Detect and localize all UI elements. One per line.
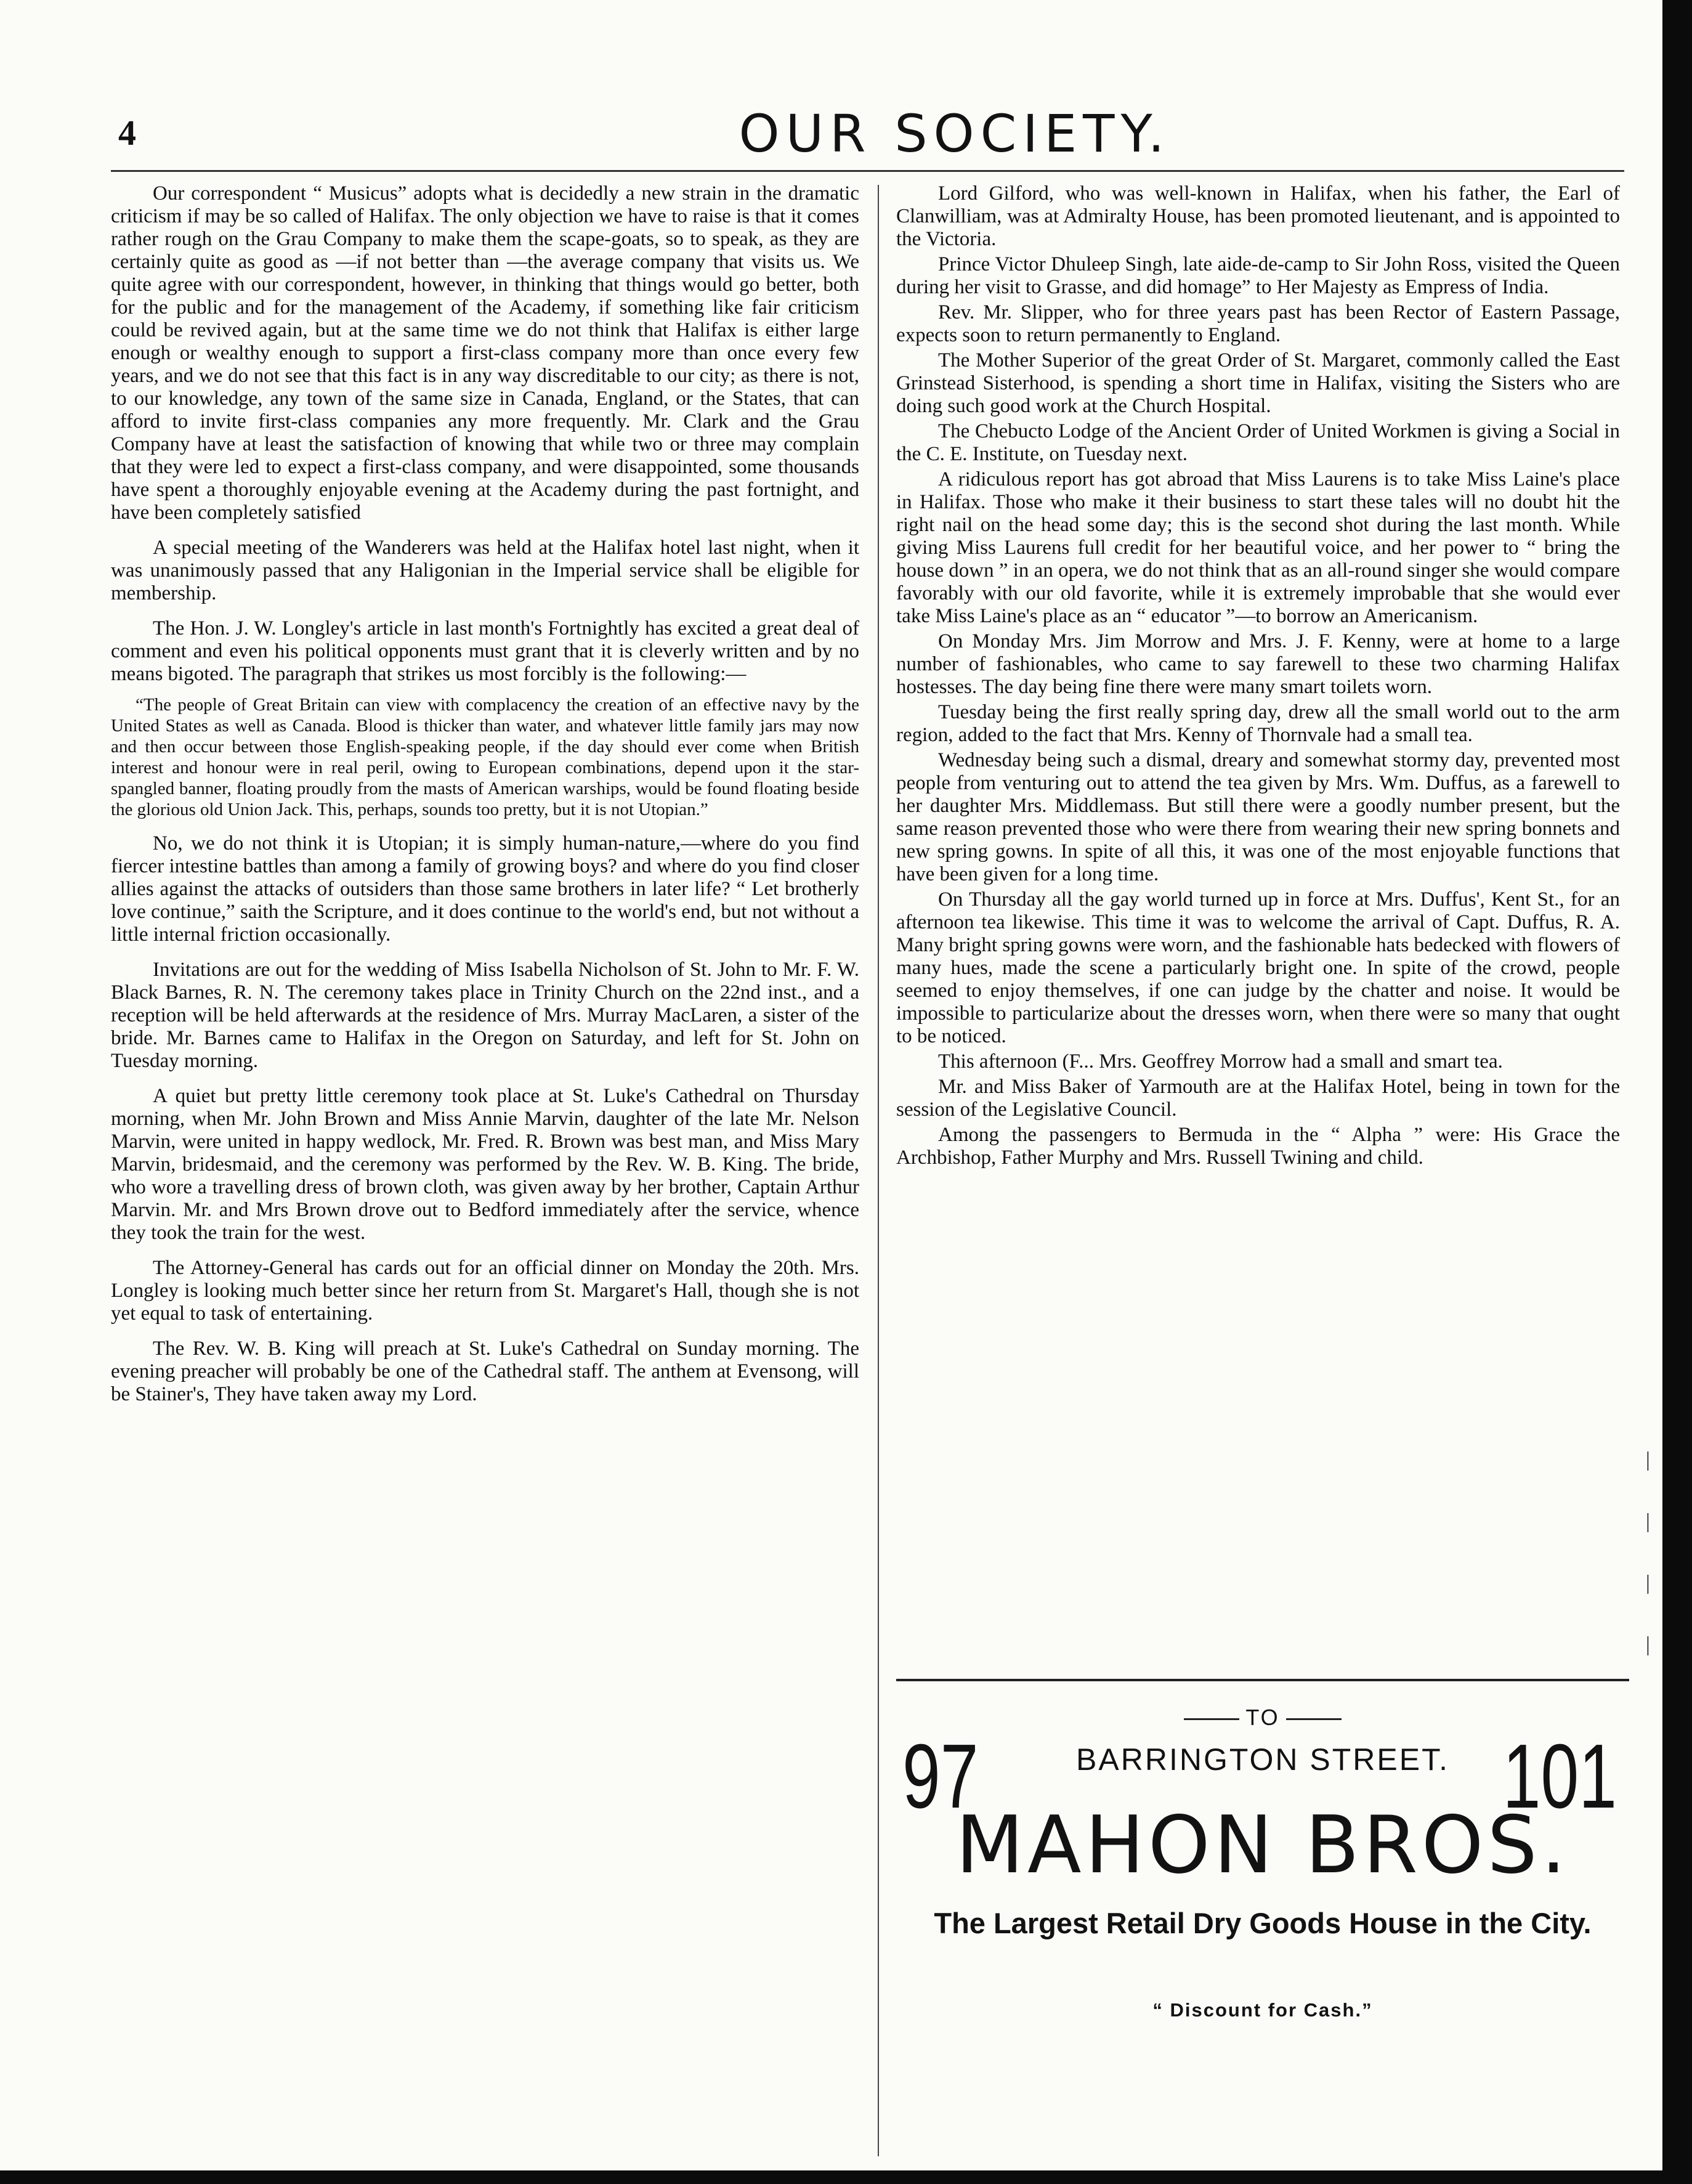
article-paragraph: The Chebucto Lodge of the Ancient Order of United Workmen is giving a Social in the C. E. Institute, on Tuesday next. bbox=[896, 420, 1620, 465]
advertisement bbox=[896, 1679, 1629, 2021]
page-edge-shadow bbox=[1662, 0, 1692, 2184]
header-rule bbox=[111, 170, 1624, 172]
article-paragraph: A quiet but pretty little ceremony took place at St. Luke's Cathedral on Thursday morning, when Mr. John Brown and Miss Annie Marvin, daughter of the late Mr. Nelson Marvin, were united in happy wedlock, Mr. Fred. R. Brown was best man, and Miss Mary Marvin, bridesmaid, and the ceremony was performed by the Rev. W. B. King. The bride, who wore a travelling dress of brown cloth, was given away by her brother, Captain Arthur Marvin. Mr. and Mrs Brown drove out to Bedford immediately after the service, whence they took the train for the west. bbox=[111, 1085, 859, 1244]
article-paragraph: Prince Victor Dhuleep Singh, late aide-de-camp to Sir John Ross, visited the Queen during her visit to Grasse, and did homage” to Her Majesty as Empress of India. bbox=[896, 253, 1620, 298]
article-paragraph: The Hon. J. W. Longley's article in last month's Fortnightly has excited a great deal of comment and even his political opponents must grant that it is cleverly written and by no means bigoted. The paragraph that strikes us most forcibly is the following:— bbox=[111, 617, 859, 685]
ad-tagline: The Largest Retail Dry Goods House in the City. bbox=[934, 1907, 1592, 1939]
article-paragraph: A ridiculous report has got abroad that Miss Laurens is to take Miss Laine's place in Halifax. Those who make it their business to start these tales will no doubt hit the right nail on the head some day; this is the second shot during the last month. While giving Miss Laurens full credit for her beautiful voice, and her power to “ bring the house down ” in an opera, we do not think that as an all-round singer she would compare favorably with our old favorite, while it is extremely improbable that she would ever take Miss Laine's place as an “ educator ”—to borrow an Americanism. bbox=[896, 468, 1620, 627]
article-paragraph: A special meeting of the Wanderers was held at the Halifax hotel last night, when it was unanimously passed that any Haligonian in the Imperial service shall be eligible for membership. bbox=[111, 537, 859, 604]
ad-street-number-right: 101 bbox=[1502, 1726, 1617, 1827]
article-paragraph: The Attorney-General has cards out for an official dinner on Monday the 20th. Mrs. Longley is looking much better since her return from St. Margaret's Hall, though she is not yet equal to task of entertaining. bbox=[111, 1257, 859, 1325]
article-paragraph: No, we do not think it is Utopian; it is simply human-nature,—where do you find fiercer intestine battles than among a family of growing boys? and where do you find closer allies against the attacks of outsiders than those same brothers in later life? “ Let brotherly love continue,” saith the Scripture, and it does continue to the world's end, but not without a little internal friction occasionally. bbox=[111, 832, 859, 946]
article-paragraph: On Thursday all the gay world turned up in force at Mrs. Duffus', Kent St., for an afternoon tea likewise. This time it was to welcome the arrival of Capt. Duffus, R. A. Many bright spring gowns were worn, and the fashionable hats bedecked with flowers of many hues, made the scene a particularly bright one. In spite of the crowd, people seemed to enjoy themselves, if one can judge by the chatter and noise. It would be impossible to particularize about the dresses worn, when there were so many that ought to be noticed. bbox=[896, 888, 1620, 1047]
ad-brand: MAHON BROS. bbox=[955, 1800, 1570, 1891]
article-paragraph: Tuesday being the first really spring day, drew all the small world out to the arm region, added to the fact that Mrs. Kenny of Thornvale had a small tea. bbox=[896, 701, 1620, 746]
page-bottom-shadow bbox=[0, 2170, 1662, 2184]
block-quote: “The people of Great Britain can view with complacency the creation of an effective navy by the United States as well as Canada. Blood is thicker than water, and whatever little family jars may now and then occur between those English-speaking people, if the day should ever come when British interest and honour were in real peril, owing to European combinations, depend upon it the star-spangled banner, floating proudly from the masts of American warships, would be found floating beside the glorious old Union Jack. This, perhaps, sounds too pretty, but it is not Utopian.” bbox=[111, 695, 859, 819]
article-paragraph: Lord Gilford, who was well-known in Halifax, when his father, the Earl of Clanwilliam, was at Admiralty House, has been promoted lieutenant, and is appointed to the Victoria. bbox=[896, 182, 1620, 250]
column-divider bbox=[878, 185, 879, 2156]
page-number: 4 bbox=[118, 113, 136, 153]
article-paragraph: The Mother Superior of the great Order of St. Margaret, commonly called the East Grinstead Sisterhood, is spending a short time in Halifax, visiting the Sisters who are doing such good work at the Church Hospital. bbox=[896, 349, 1620, 417]
article-paragraph: Among the passengers to Bermuda in the “ Alpha ” were: His Grace the Archbishop, Father Murphy and Mrs. Russell Twining and child. bbox=[896, 1124, 1620, 1169]
article-paragraph: Our correspondent “ Musicus” adopts what is decidedly a new strain in the dramatic criticism if may be so called of Halifax. The only objection we have to raise is that it comes rather rough on the Grau Company to make them the scape-goats, so to speak, as they are certainly quite as good as —if not better than —the average company that visits us. We quite agree with our correspondent, however, in thinking that things would go better, both for the public and for the management of the Academy, if something like fair criticism could be revived again, but at the same time we do not think that Halifax is either large enough or wealthy enough to support a first-class company more than once every few years, and we do not see that this fact is in any way discreditable to our city; as there is not, to our knowledge, any town of the same size in Canada, England, or the States, that can afford to invite first-class companies any more frequently. Mr. Clark and the Grau Company have at least the satisfaction of knowing that while two or three may complain that they were led to expect a first-class company, and were disappointed, some thousands have spent a thoroughly enjoyable evening at the Academy during the past fortnight, and have been completely satisfied bbox=[111, 182, 859, 524]
right-column bbox=[896, 182, 1620, 1172]
edge-scan-marks: | | | | bbox=[1646, 1448, 1650, 1656]
article-paragraph: Wednesday being such a dismal, dreary and somewhat stormy day, prevented most people from venturing out to attend the tea given by Mrs. Wm. Duffus, as a farewell to her daughter Mrs. Middlemass. But still there were a goodly number present, but the same reason prevented those who were there from wearing their new spring bonnets and new spring gowns. In spite of all this, it was one of the most enjoyable functions that have been given for a long time. bbox=[896, 749, 1620, 885]
left-column bbox=[111, 182, 859, 1418]
article-paragraph: On Monday Mrs. Jim Morrow and Mrs. J. F. Kenny, were at home to a large number of fashionables, who came to say farewell to these two charming Halifax hostesses. The day being fine there were many smart toilets worn. bbox=[896, 630, 1620, 698]
ad-street: BARRINGTON STREET. bbox=[1076, 1742, 1449, 1777]
article-paragraph: Invitations are out for the wedding of Miss Isabella Nicholson of St. John to Mr. F. W. Black Barnes, R. N. The ceremony takes place in Trinity Church on the 22nd inst., and a reception will be held afterwards at the residence of Mrs. Murray MacLaren, a sister of the bride. Mr. Barnes came to Halifax in the Oregon on Saturday, and left for St. John on Tuesday morning. bbox=[111, 959, 859, 1072]
page-title: OUR SOCIETY. bbox=[739, 104, 1171, 164]
ad-street-number-left: 97 bbox=[902, 1726, 979, 1827]
ad-to-label: TO bbox=[896, 1705, 1629, 1731]
article-paragraph: Mr. and Miss Baker of Yarmouth are at the Halifax Hotel, being in town for the session of the Legislative Council. bbox=[896, 1076, 1620, 1121]
article-paragraph: Rev. Mr. Slipper, who for three years past has been Rector of Eastern Passage, expects soon to return permanently to England. bbox=[896, 301, 1620, 346]
article-paragraph: The Rev. W. B. King will preach at St. Luke's Cathedral on Sunday morning. The evening preacher will probably be one of the Cathedral staff. The anthem at Evensong, will be Stainer's, They have taken away my Lord. bbox=[111, 1338, 859, 1405]
article-paragraph: This afternoon (F... Mrs. Geoffrey Morrow had a small and smart tea. bbox=[938, 1050, 1503, 1073]
ad-discount: “ Discount for Cash.” bbox=[1152, 1999, 1373, 2021]
